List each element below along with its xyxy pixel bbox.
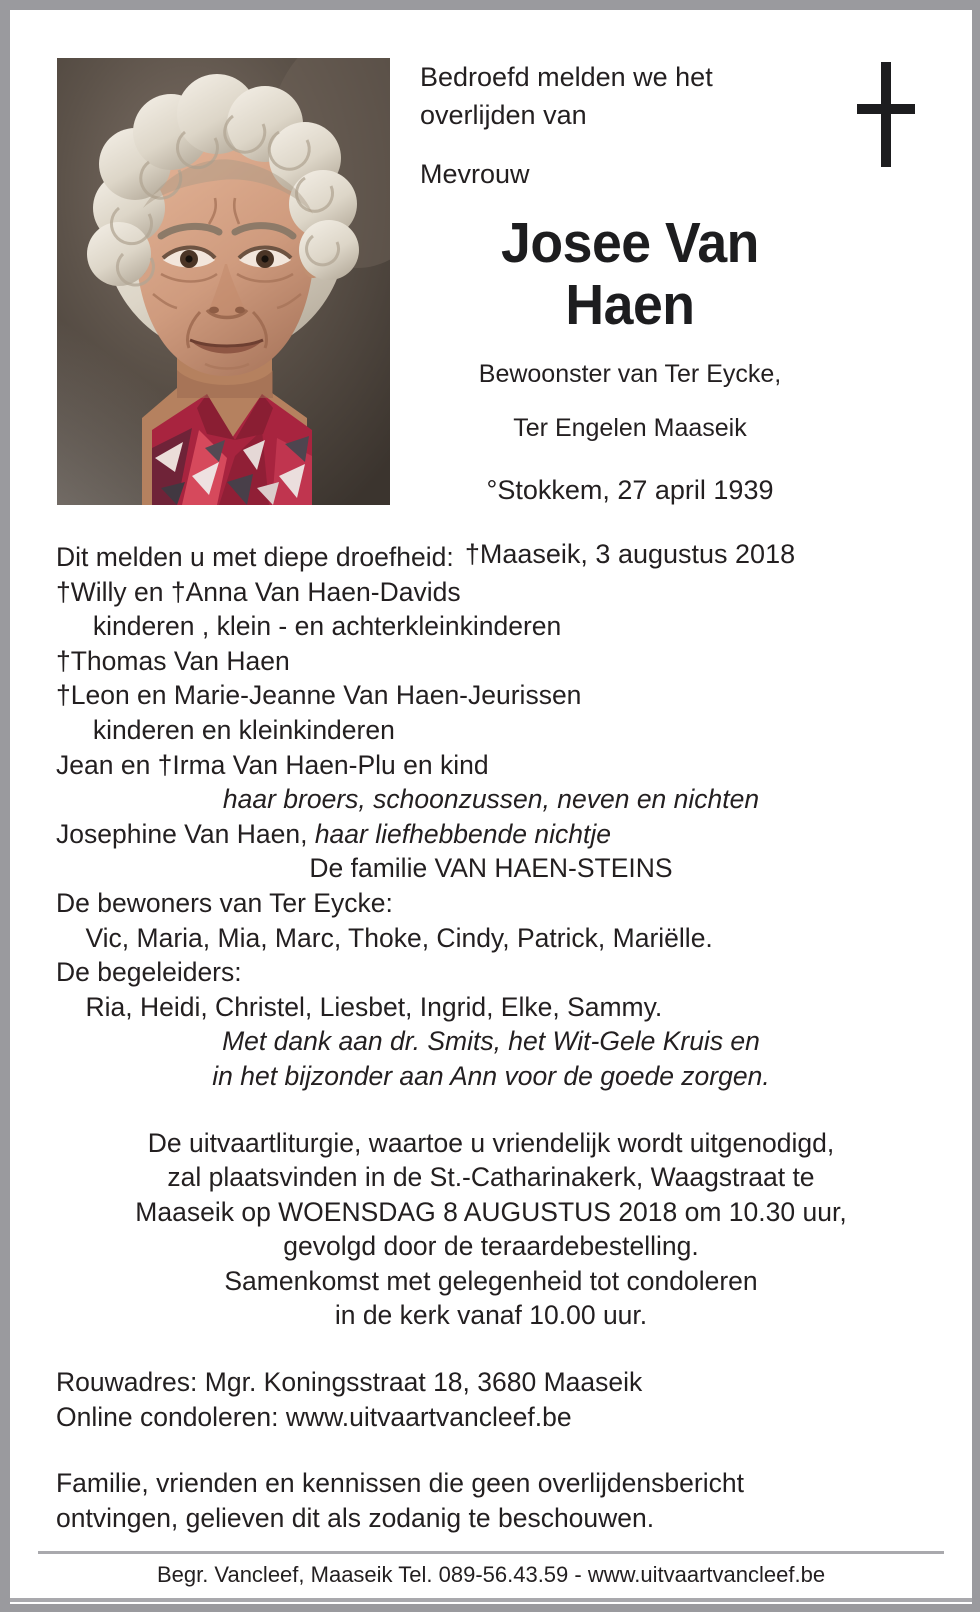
family-line: kinderen en kleinkinderen: [56, 714, 395, 745]
service-line: gevolgd door de teraardebestelling.: [283, 1231, 699, 1262]
service-line: in de kerk vanaf 10.00 uur.: [334, 1300, 648, 1331]
death-date: †Maaseik, 3 augustus 2018: [464, 539, 796, 569]
family-line: Ria, Heidi, Christel, Liesbet, Ingrid, Elke, Sammy.: [56, 991, 663, 1022]
cross-horizontal-bar: [857, 104, 915, 114]
service-line: Maaseik op WOENSDAG 8 AUGUSTUS 2018 om 10.30 uur,: [135, 1196, 847, 1227]
announcement-intro: Dit melden u met diepe droefheid:: [56, 542, 454, 572]
family-line: †Leon en Marie-Jeanne Van Haen-Jeurissen: [56, 680, 582, 711]
family-line: Met dank aan dr. Smits, het Wit-Gele Kruis en: [222, 1026, 760, 1057]
family-line: De bewoners van Ter Eycke:: [56, 887, 393, 918]
footer-divider: [38, 1551, 944, 1554]
family-line: haar broers, schoonzussen, neven en nichten: [222, 784, 760, 815]
service-details: [56, 1126, 926, 1334]
header-text-block: [420, 58, 840, 572]
notice-line-1: Familie, vrienden en kennissen die geen overlijdensbericht: [56, 1468, 744, 1499]
family-line: De begeleiders:: [56, 957, 242, 988]
bottom-divider: [10, 1598, 972, 1602]
family-line-emphasis: haar liefhebbende nichtje: [314, 818, 611, 849]
card-body: [10, 540, 972, 1535]
latin-cross-icon: [855, 62, 915, 170]
spacer: [56, 1333, 926, 1365]
mourning-address: Rouwadres: Mgr. Koningsstraat 18, 3680 Maaseik: [56, 1367, 643, 1398]
family-line: †Thomas Van Haen: [56, 645, 290, 676]
service-line: De uitvaartliturgie, waartoe u vriendelijk wordt uitgenodigd,: [147, 1127, 835, 1158]
service-line: zal plaatsvinden in de St.-Catharinakerk, Waagstraat te: [167, 1162, 815, 1193]
family-line: in het bijzonder aan Ann voor de goede zorgen.: [212, 1060, 770, 1091]
family-line: De familie VAN HAEN-STEINS: [309, 853, 673, 884]
deceased-name: Josee Van Haen: [501, 211, 759, 337]
lead-line-2: overlijden van: [420, 100, 587, 130]
cross-vertical-bar: [881, 62, 891, 167]
funeral-home-footer: Begr. Vancleef, Maaseik Tel. 089-56.43.59 - www.uitvaartvancleef.be: [156, 1562, 826, 1587]
notice-line-2: ontvingen, gelieven dit als zodanig te beschouwen.: [56, 1502, 655, 1533]
family-line: †Willy en †Anna Van Haen-Davids: [56, 576, 461, 607]
salutation: Mevrouw: [420, 159, 530, 189]
service-line: Samenkomst met gelegenheid tot condoleren: [224, 1265, 758, 1296]
family-line: Josephine Van Haen, haar liefhebbende nichtje: [56, 818, 611, 849]
portrait-photo: [57, 58, 390, 505]
spacer: [56, 1094, 926, 1126]
birth-date: °Stokkem, 27 april 1939: [486, 475, 774, 505]
lead-line-1: Bedroefd melden we het: [420, 62, 713, 92]
family-line: Jean en †Irma Van Haen-Plu en kind: [56, 749, 489, 780]
memorial-card: [10, 10, 972, 1604]
residence-line-1: Bewoonster van Ter Eycke,: [478, 360, 782, 388]
portrait-illustration: [57, 58, 390, 505]
online-condolences[interactable]: Online condoleren: www.uitvaartvancleef.be: [56, 1401, 572, 1432]
spacer: [56, 1434, 926, 1466]
family-list: [56, 575, 926, 1094]
residence-line-2: Ter Engelen Maaseik: [513, 414, 747, 442]
family-line: Vic, Maria, Mia, Marc, Thoke, Cindy, Patrick, Mariëlle.: [56, 922, 713, 953]
family-line: kinderen , klein - en achterkleinkinderen: [56, 611, 562, 642]
